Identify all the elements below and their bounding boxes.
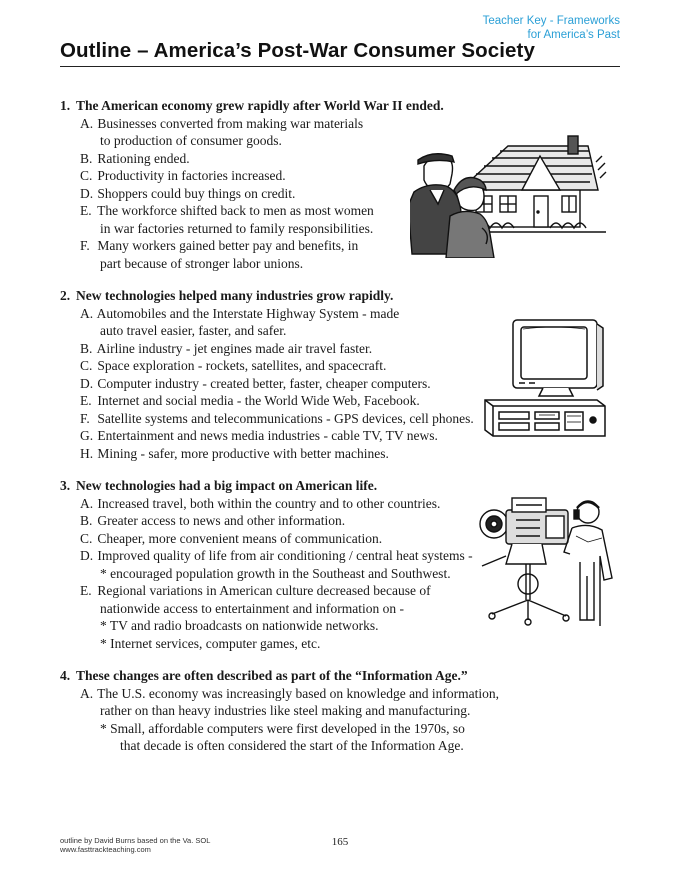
title-rule [60,66,620,67]
section-heading [60,667,530,685]
sub-point: * Small, affordable computers were first developed in the 1970s, so [100,720,465,736]
item-continuation: auto travel easier, faster, and safer. [100,323,287,338]
outline-item [60,547,530,565]
outline-item [60,445,530,463]
item-letter: C. [80,168,93,183]
footer-credit-line-1: outline by David Burns based on the Va. SOL [60,836,211,845]
section-4 [60,667,530,755]
outline-item [60,392,530,410]
page-number: 165 [331,836,349,848]
outline-item [60,410,530,428]
item-continuation: rather on than heavy industries like steel making and manufacturing. [100,703,471,718]
outline-item [60,685,530,703]
item-text: Improved quality of life from air conditioning / central heat systems - [97,548,473,563]
item-text: Cheaper, more convenient means of communication. [97,530,383,546]
section-number: 2. [60,288,71,303]
sub-point: * TV and radio broadcasts on nationwide networks. [100,618,379,633]
item-text: Rationing ended. [97,150,190,166]
item-letter: D. [80,185,94,201]
outline-item [60,340,530,358]
item-letter: E. [80,583,92,598]
section-number: 4. [60,668,71,683]
item-text: Internet and social media - the World Wide Web, Facebook. [97,393,420,408]
teacher-key-line-1: Teacher Key - Frameworks [482,15,620,27]
item-text: Airline industry - jet engines made air travel faster. [96,340,373,356]
outline-item [60,530,530,548]
item-letter: F. [80,238,90,253]
section-heading-text: These changes are often described as part of the “Information Age.” [76,668,468,683]
house-couple-illustration [410,132,610,258]
section-3 [60,477,530,652]
sub-point: * encouraged population growth in the Southeast and Southwest. [100,565,451,581]
outline-item [60,305,530,323]
item-letter: E. [80,393,92,408]
item-text: Mining - safer, more productive with better machines. [97,445,389,461]
item-letter: B. [80,340,93,356]
section-heading [60,97,530,115]
item-text: Businesses converted from making war materials [97,115,364,131]
item-text: Productivity in factories increased. [97,168,286,183]
item-letter: E. [80,203,92,218]
outline-item [60,357,530,375]
item-text: The U.S. economy was increasingly based on knowledge and information, [97,685,500,701]
item-letter: F. [80,410,90,426]
item-letter: A. [80,115,94,131]
teacher-key-line-2: for America’s Past [527,29,620,41]
item-letter: A. [80,685,94,701]
section-heading [60,287,530,305]
item-continuation: part because of stronger labor unions. [100,255,304,271]
section-2 [60,287,530,462]
teacher-key-note [483,14,620,42]
item-letter: B. [80,513,93,528]
item-text: Entertainment and news media industries - cable TV, TV news. [97,428,438,443]
item-text: Satellite systems and telecommunications - GPS devices, cell phones. [97,410,474,426]
section-heading [60,477,530,495]
section-heading-text: New technologies had a big impact on American life. [76,478,378,493]
outline-item [60,582,530,600]
desktop-computer-illustration [483,318,609,446]
sub-point-continuation: that decade is often considered the start of the Information Age. [120,738,464,753]
item-text: Regional variations in American culture decreased because of [97,583,431,598]
item-text: Computer industry - created better, faster, cheaper computers. [97,375,431,391]
section-heading-text: New technologies helped many industries grow rapidly. [76,288,394,303]
item-letter: D. [80,548,94,563]
outline-item [60,115,530,133]
item-continuation: to production of consumer goods. [100,133,282,148]
item-letter: A. [80,495,94,511]
item-text: Increased travel, both within the country and to other countries. [97,495,441,511]
outline-item [60,495,530,513]
item-text: Shoppers could buy things on credit. [97,185,296,201]
sub-point: * Internet services, computer games, etc. [100,635,321,651]
section-heading-text: The American economy grew rapidly after World War II ended. [76,98,444,113]
page-title: Outline – America’s Post-War Consumer Society [60,39,535,62]
section-number: 1. [60,98,71,113]
item-text: The workforce shifted back to men as most women [97,203,374,218]
item-letter: D. [80,375,94,391]
tv-camera-operator-illustration [476,492,622,626]
item-continuation: in war factories returned to family responsibilities. [100,220,374,236]
item-letter: H. [80,445,94,461]
footer-website: www.fasttrackteaching.com [60,845,151,854]
item-letter: B. [80,150,93,166]
item-letter: A. [80,305,94,321]
item-letter: C. [80,358,93,373]
outline-item [60,512,530,530]
section-number: 3. [60,478,71,493]
item-text: Automobiles and the Interstate Highway System - made [96,305,400,321]
outline-item [60,427,530,445]
item-letter: G. [80,428,94,443]
item-text: Space exploration - rockets, satellites, and spacecraft. [97,358,387,373]
item-continuation: nationwide access to entertainment and information on - [100,600,405,616]
outline-item [60,375,530,393]
item-text: Many workers gained better pay and benefits, in [97,238,359,253]
item-letter: C. [80,530,93,546]
item-text: Greater access to news and other information. [97,513,346,528]
